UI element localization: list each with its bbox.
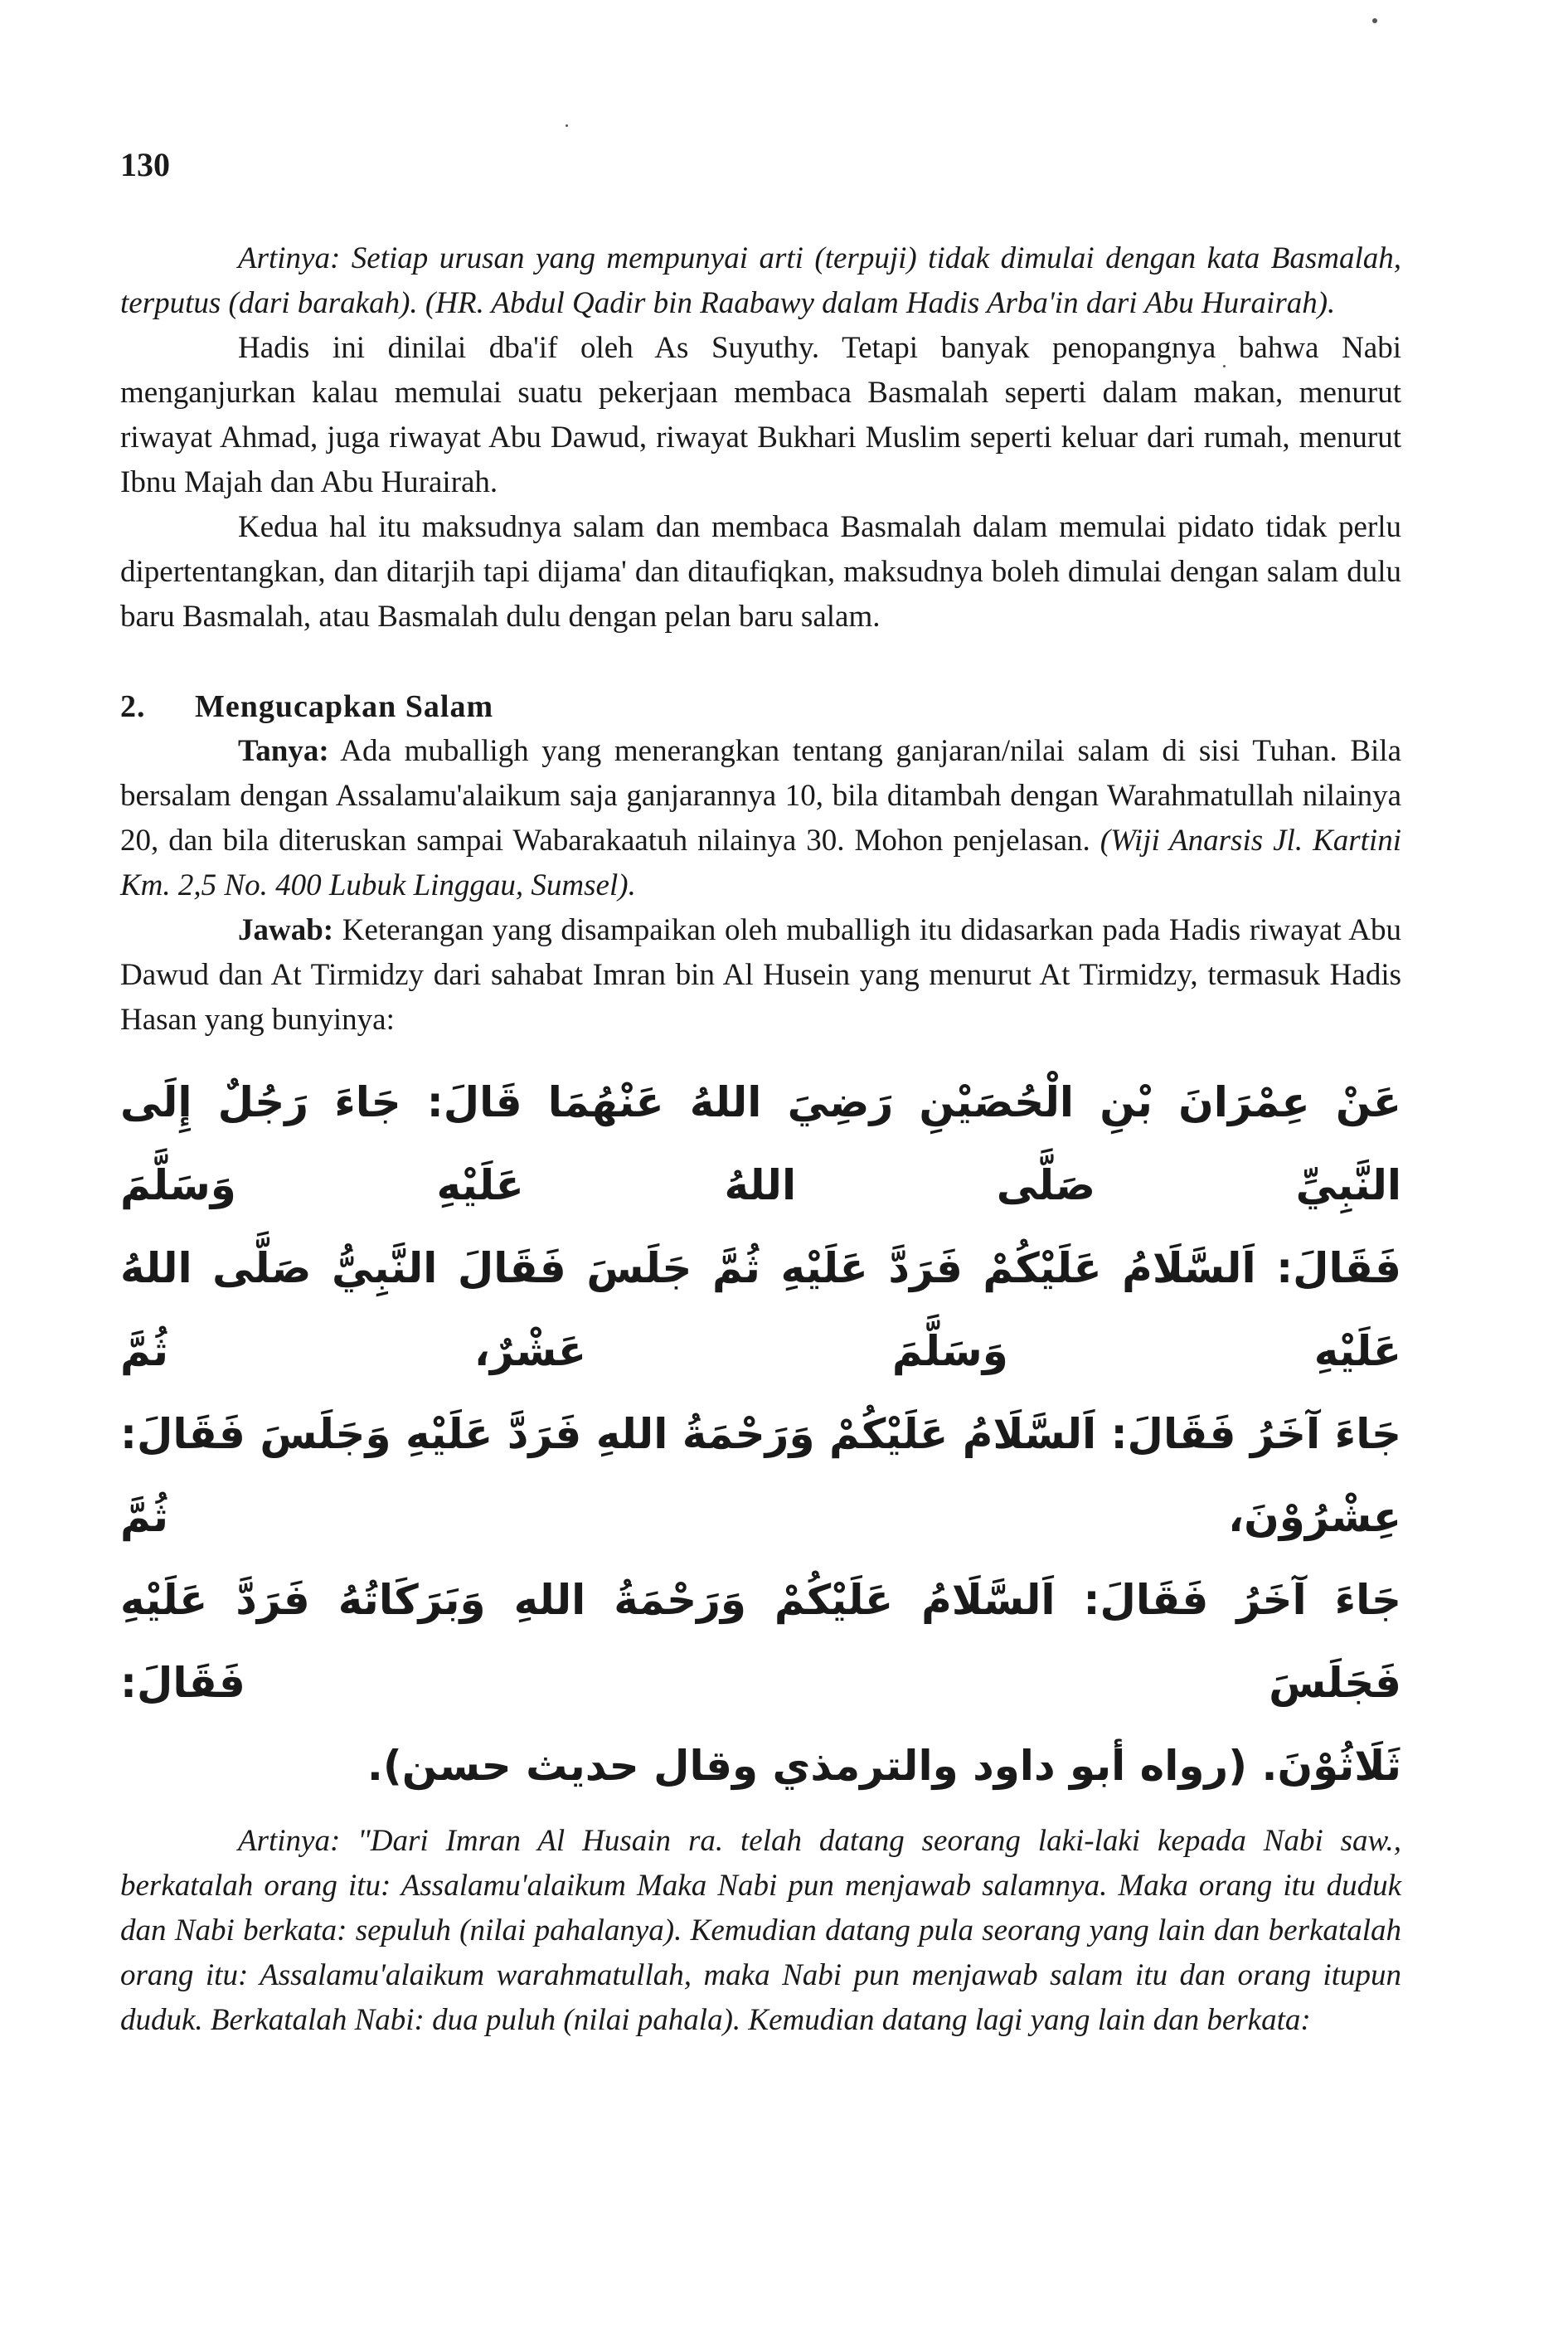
arabic-line: جَاءَ آخَرُ فَقَالَ: اَلسَّلَامُ عَلَيْكُمْ وَرَحْمَةُ اللهِ وَبَرَكَاتُهُ فَرَدَّ عَلَيْهِ فَجَلَسَ فَقَالَ: bbox=[120, 1576, 1401, 1707]
question-text: Ada muballigh yang menerangkan tentang ganjaran/nilai salam di sisi Tuhan. Bila bersalam dengan Assalamu'alaikum saja ganjarannya 10, bila ditambah dengan Warahmatullah nilainya 20, dan bila diteruskan sampai Wabarakaatuh nilainya 30. Mohon penjelasan. bbox=[120, 734, 1401, 858]
section-heading bbox=[120, 684, 1401, 729]
arabic-line: جَاءَ آخَرُ فَقَالَ: اَلسَّلَامُ عَلَيْكُمْ وَرَحْمَةُ اللهِ فَرَدَّ عَلَيْهِ وَجَلَسَ فَقَالَ: عِشْرُوْنَ، ثُمَّ bbox=[120, 1410, 1401, 1541]
scan-speck bbox=[566, 124, 568, 127]
arabic-line: ثَلَاثُوْنَ. (رواه أبو داود والترمذي وقال حديث حسن). bbox=[367, 1742, 1401, 1790]
question-paragraph bbox=[120, 729, 1401, 908]
answer-label: Jawab: bbox=[238, 913, 334, 947]
translation-label: Artinya: bbox=[238, 1824, 341, 1858]
scan-speck bbox=[1372, 18, 1377, 23]
question-sender: (Wiji Anarsis Jl. Kartini Km. 2,5 No. 400 Lubuk Linggau, Sumsel). bbox=[120, 824, 1401, 902]
translation-label: Artinya: bbox=[238, 241, 341, 275]
arabic-line: عَنْ عِمْرَانَ بْنِ الْحُصَيْنِ رَضِيَ اللهُ عَنْهُمَا قَالَ: جَاءَ رَجُلٌ إِلَى النَّبِيِّ صَلَّى اللهُ عَلَيْهِ وَسَلَّمَ bbox=[120, 1078, 1401, 1209]
arabic-line: فَقَالَ: اَلسَّلَامُ عَلَيْكُمْ فَرَدَّ عَلَيْهِ ثُمَّ جَلَسَ فَقَالَ النَّبِيُّ صَلَّى اللهُ عَلَيْهِ وَسَلَّمَ عَشْرٌ، ثُمَّ bbox=[120, 1244, 1401, 1375]
answer-paragraph bbox=[120, 908, 1401, 1043]
section-number: 2. bbox=[120, 689, 146, 724]
page-body bbox=[120, 236, 1401, 2043]
section-title: Mengucapkan Salam bbox=[195, 689, 494, 724]
body-paragraph: Kedua hal itu maksudnya salam dan membaca Basmalah dalam memulai pidato tidak perlu dipertentangkan, dan ditarjih tapi dijama' dan ditaufiqkan, maksudnya boleh dimulai dengan salam dulu baru Basmalah, atau Basmalah dulu dengan pelan baru salam. bbox=[120, 510, 1401, 634]
answer-text: Keterangan yang disampaikan oleh muballigh itu didasarkan pada Hadis riwayat Abu Dawud dan At Tirmidzy dari sahabat Imran bin Al Husein yang menurut At Tirmidzy, termasuk Hadis Hasan yang bunyinya: bbox=[120, 913, 1401, 1037]
translation-text: Setiap urusan yang mempunyai arti (terpuji) tidak dimulai dengan kata Basmalah, terputus (dari barakah). (HR. Abdul Qadir bin Raabawy dalam Hadis Arba'in dari Abu Hurairah). bbox=[120, 241, 1401, 320]
question-label: Tanya: bbox=[238, 734, 329, 768]
page-number: 130 bbox=[120, 146, 170, 183]
arabic-hadith bbox=[120, 1061, 1401, 1807]
body-paragraph: Hadis ini dinilai dba'if oleh As Suyuthy. Tetapi banyak penopangnya bahwa Nabi menganjurkan kalau memulai suatu pekerjaan membaca Basmalah seperti dalam makan, menurut riwayat Ahmad, juga riwayat Abu Dawud, riwayat Bukhari Muslim seperti keluar dari rumah, menurut Ibnu Majah dan Abu Hurairah. bbox=[120, 331, 1401, 499]
translation-paragraph bbox=[120, 236, 1401, 326]
translation-text: "Dari Imran Al Husain ra. telah datang seorang laki-laki kepada Nabi saw., berkatalah orang itu: Assalamu'alaikum Maka Nabi pun menjawab salamnya. Maka orang itu duduk dan Nabi berkata: sepuluh (nilai pahalanya). Kemudian datang pula seorang yang lain dan berkatalah orang itu: Assalamu'alaikum warahmatullah, maka Nabi pun menjawab salam itu dan orang itupun duduk. Berkatalah Nabi: dua puluh (nilai pahala). Kemudian datang lagi yang lain dan berkata: bbox=[120, 1824, 1401, 2037]
translation-paragraph bbox=[120, 1819, 1401, 2043]
